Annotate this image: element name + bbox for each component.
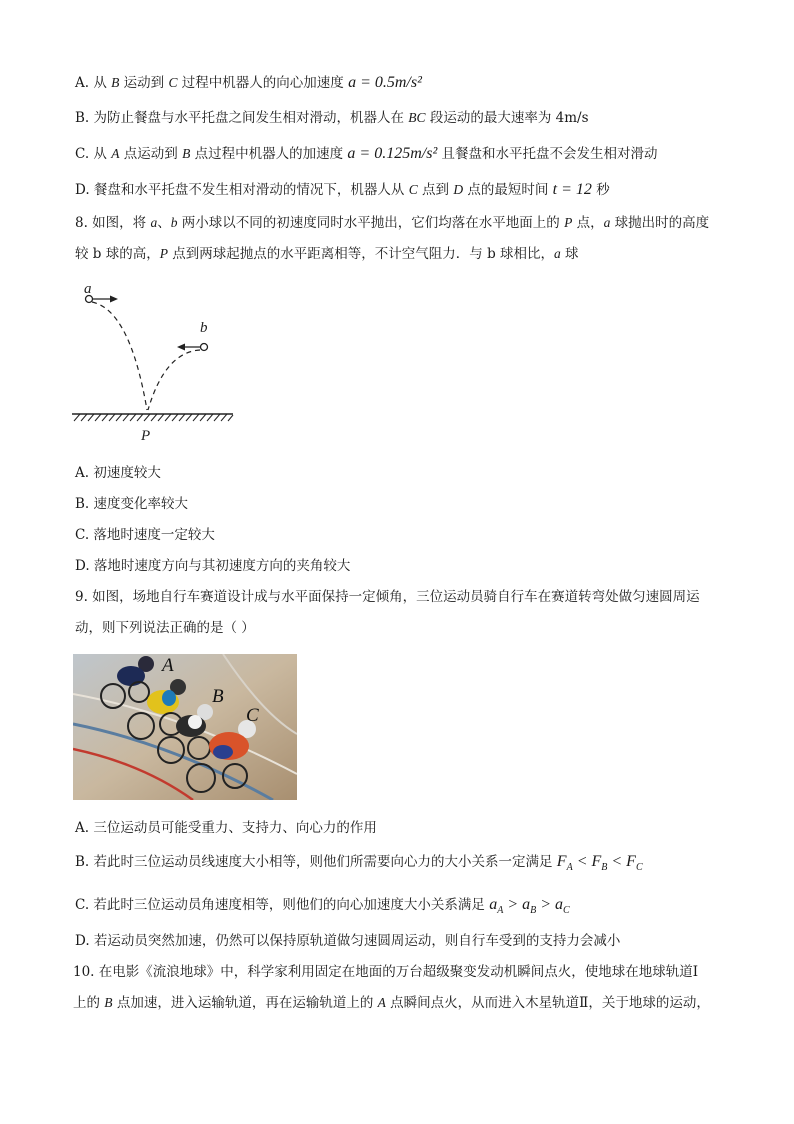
q10-stem-line1: 10. 在电影《流浪地球》中，科学家利用固定在地面的万台超级聚变发动机瞬间点火，使地球在地球轨道Ⅰ (73, 964, 699, 980)
q7-option-c: C. 从 A 点运动到 B 点过程中机器人的加速度 a = 0.125m/s² 且餐盘和水平托盘不会发生相对滑动 (75, 145, 658, 162)
cycling-photo (73, 654, 297, 800)
q9-option-c: C. 若此时三位运动员角速度相等，则他们的向心加速度大小关系满足 $a_A > a_B > a_C$ (75, 896, 570, 917)
formula: $F_A < F_B < F_C$ (556, 853, 643, 874)
q9-option-b: B. 若此时三位运动员线速度大小相等，则他们所需要向心力的大小关系一定满足 $F_A < F_B < F_C$ (75, 853, 643, 874)
q8-option-c: C. 落地时速度一定较大 (75, 527, 215, 543)
q9-option-a: A. 三位运动员可能受重力、支持力、向心力的作用 (75, 820, 377, 836)
label-b: b (200, 320, 208, 336)
q8-option-b: B. 速度变化率较大 (75, 496, 189, 512)
q8-stem-line1: 8. 如图，将 a、b 两小球以不同的初速度同时水平抛出，它们均落在水平地面上的 P 点，a 球抛出时的高度 (75, 215, 710, 231)
ground-hatching (74, 414, 233, 421)
photo-label-c: C (246, 705, 259, 726)
q7-option-d: D. 餐盘和水平托盘不发生相对滑动的情况下，机器人从 C 点到 D 点的最短时间 t = 12 秒 (75, 181, 610, 198)
arrow-right-icon (110, 296, 118, 303)
q9-option-d: D. 若运动员突然加速，仍然可以保持原轨道做匀速圆周运动，则自行车受到的支持力会减小 (75, 933, 621, 949)
arrow-left-icon (177, 344, 185, 351)
formula: a = 0.125m/s² (347, 145, 438, 162)
trajectory-b (148, 350, 200, 410)
formula: t = 12 (552, 181, 592, 198)
formula: $a_A > a_B > a_C$ (489, 896, 570, 917)
photo-label-b: B (212, 686, 224, 707)
q7-option-a: A. 从 B 运动到 C 过程中机器人的向心加速度 a = 0.5m/s² (75, 74, 422, 91)
label-a: a (84, 281, 92, 297)
photo-label-a: A (162, 655, 174, 676)
projectile-figure (70, 280, 240, 445)
label-p: P (141, 428, 151, 444)
q8-stem-line2: 较 b 球的高，P 点到两球起抛点的水平距离相等，不计空气阻力．与 b 球相比，a 球 (75, 246, 579, 262)
q8-option-d: D. 落地时速度方向与其初速度方向的夹角较大 (75, 558, 351, 574)
formula: a = 0.5m/s² (348, 74, 422, 91)
q8-option-a: A. 初速度较大 (75, 465, 161, 481)
ball-b (201, 344, 208, 351)
q9-stem-line1: 9. 如图，场地自行车赛道设计成与水平面保持一定倾角，三位运动员骑自行车在赛道转弯处做匀速圆周运 (75, 589, 700, 605)
q7-option-b: B. 为防止餐盘与水平托盘之间发生相对滑动，机器人在 BC 段运动的最大速率为 4m/s (75, 110, 589, 126)
q10-stem-line2: 上的 B 点加速，进入运输轨道，再在运输轨道上的 A 点瞬间点火，从而进入木星轨道Ⅱ，关于地球的运动， (73, 995, 710, 1011)
q9-stem-line2: 动，则下列说法正确的是（ ） (75, 620, 255, 636)
trajectory-a (92, 302, 147, 410)
